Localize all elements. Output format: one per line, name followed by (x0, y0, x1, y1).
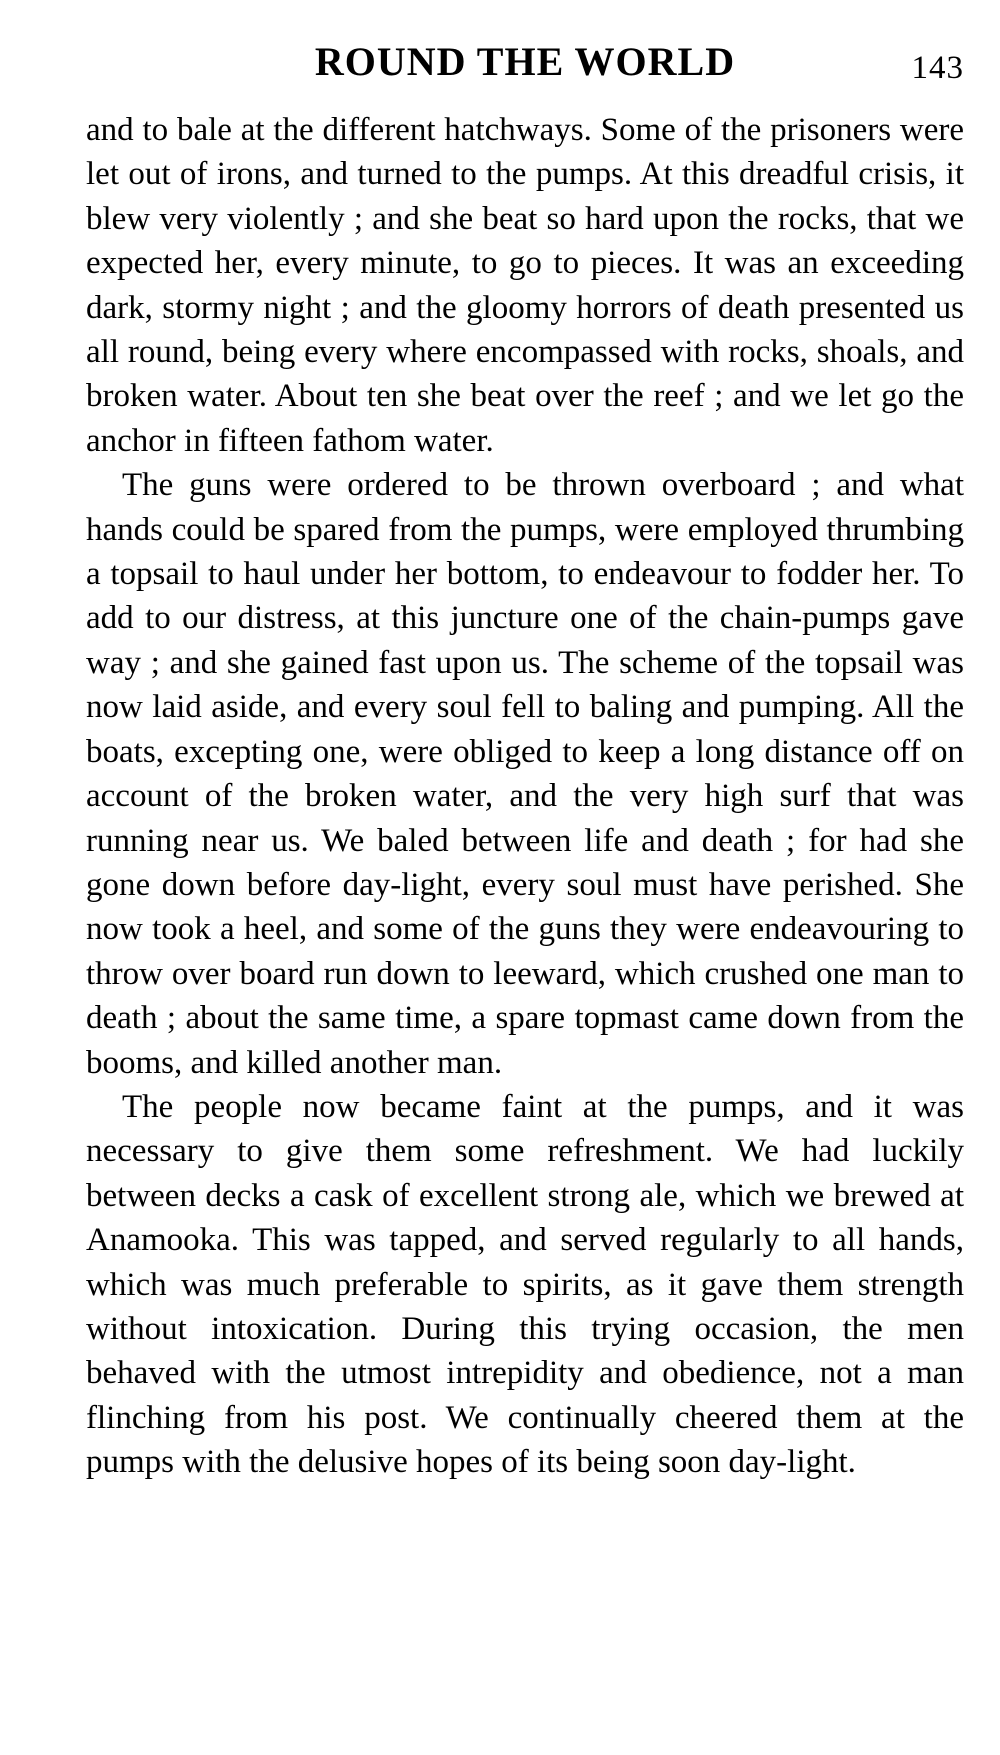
page-number: 143 (911, 50, 964, 86)
paragraph-refreshment: The people now became faint at the pumps, and it was necessary to give them some refreshment. We had luckily between decks a cask of excellent strong ale, which we brewed at Anamooka. This was tapped, and served regularly to all hands, which was much preferable to spirits, as it gave them strength without intoxication. During this trying occasion, the men behaved with the utmost intrepidity and obedience, not a man flinching from his post. We continually cheered them at the pumps with the delusive hopes of its being soon day-light. (86, 1088, 964, 1481)
running-head (86, 38, 964, 98)
paragraph-continued: and to bale at the different hatchways. Some of the prisoners were let out of irons, and turned to the pumps. At this dreadful crisis, it blew very violently ; and she beat so hard upon the rocks, that we expected her, every minute, to go to pieces. It was an exceeding dark, stormy night ; and the gloomy horrors of death presented us all round, being every where encompassed with rocks, shoals, and broken water. About ten she beat over the reef ; and we let go the anchor in fifteen fathom water. (86, 112, 964, 459)
body-text (86, 108, 964, 1485)
running-title: ROUND THE WORLD (314, 39, 736, 84)
paragraph-guns-overboard: The guns were ordered to be thrown overboard ; and what hands could be spared from the pumps, were employed thrumbing a topsail to haul under her bottom, to endeavour to fodder her. To add to our distress, at this juncture one of the chain-pumps gave way ; and she gained fast upon us. The scheme of the topsail was now laid aside, and every soul fell to baling and pumping. All the boats, excepting one, were obliged to keep a long distance off on account of the broken water, and the very high surf that was running near us. We baled between life and death ; for had she gone down before day-light, every soul must have perished. She now took a heel, and some of the guns they were endeavouring to throw over board run down to leeward, which crushed one man to death ; about the same time, a spare topmast came down from the booms, and killed another man. (86, 467, 964, 1081)
